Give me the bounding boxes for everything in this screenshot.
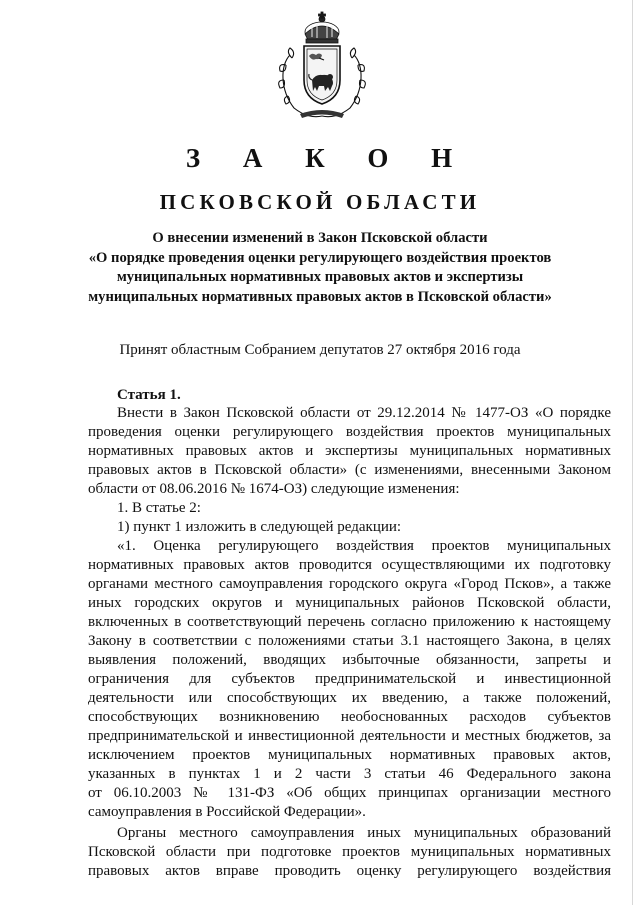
body-line: 1. В статье 2: [117,500,201,516]
body-line: иных городских округов и муниципальных районов Псковской области, [88,595,611,611]
body-line: указанных в пунктах 1 и 2 части 3 статьи 46 Федерального закона [88,766,611,782]
body-line: Псковской области при подготовке проектов муниципальных нормативных [88,844,611,860]
body-line: выявления положений, вводящих избыточные обязанности, запреты и [88,652,611,668]
body-line: включенных в соответствующий перечень согласно приложению к настоящему [88,614,611,630]
region-title: ПСКОВСКОЙ ОБЛАСТИ [159,190,481,214]
body-line: нормативных правовых актов проводится осуществляющими их подготовку [88,557,611,573]
body-line: самоуправления в Российской Федерации». [88,804,366,820]
body-line: способствующих возникновению необоснованных расходов субъектов [88,709,611,725]
document-title: З А К О Н [185,143,471,173]
adoption-statement: Принят областным Собранием депутатов 27 октября 2016 года [119,342,521,358]
subject-line: муниципальных нормативных правовых актов и экспертизы [116,269,524,285]
body-line: Внести в Закон Псковской области от 29.12.2014 № 1477-ОЗ «О порядке [117,405,611,421]
body-line: нормативных правовых актов и экспертизы муниципальных нормативных [88,443,611,459]
article-heading: Статья 1. [117,387,181,403]
body-line: правовых актов вправе проводить оценку регулирующего воздействия [88,863,611,879]
body-line: 1) пункт 1 изложить в следующей редакции: [117,519,402,535]
body-line: исключением проектов муниципальных нормативных правовых актов, [88,747,611,763]
body-line: ограничения для субъектов предпринимательской и инвестиционной [88,671,611,687]
body-line: от 06.10.2003 № 131-ФЗ «Об общих принципах организации местного [88,785,611,801]
law-subject-heading [70,229,570,307]
body-line: правовых актов в Псковской области» (с изменениями, внесенными Законом [88,462,611,478]
subject-line: муниципальных нормативных правовых актов в Псковской области» [88,288,552,305]
body-line: деятельности или способствующих их введению, а также положений, [88,690,611,706]
body-line: Закону в соответствии с положениями статьи 3.1 настоящего Закона, в целях [88,633,611,649]
coat-of-arms-emblem [272,10,372,122]
subject-line: «О порядке проведения оценки регулирующего воздействия проектов [88,249,552,266]
body-line: «1. Оценка регулирующего воздействия проектов муниципальных [117,538,611,554]
body-line: Органы местного самоуправления иных муниципальных образований [117,825,611,841]
subject-line: О внесении изменений в Закон Псковской области [152,230,488,246]
body-line: органами местного самоуправления городского округа «Город Псков», а также [88,576,611,592]
body-line: области от 08.06.2016 № 1674-ОЗ) следующие изменения: [88,481,460,497]
body-line: проведения оценки регулирующего воздействия проектов муниципальных [88,424,611,440]
body-line: предпринимательской и инвестиционной деятельности и местных бюджетов, за [88,728,611,744]
page-edge-rule [632,0,633,905]
